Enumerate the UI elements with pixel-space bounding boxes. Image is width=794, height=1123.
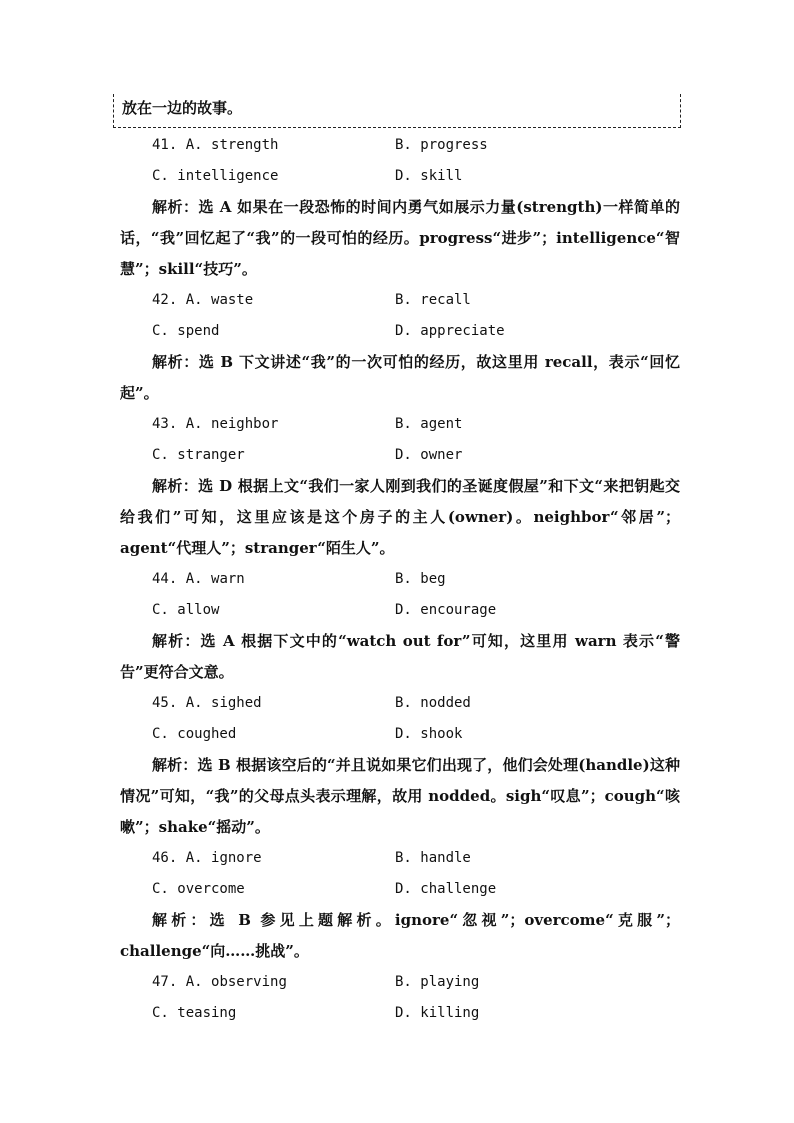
option-a: 46. A. ignore	[152, 850, 262, 866]
option-row	[120, 440, 680, 471]
answer-explanation: 解析：选 B 下文讲述“我”的一次可怕的经历，故这里用 recall，表示“回忆起”。	[120, 353, 680, 402]
option-row	[120, 130, 680, 161]
option-a: 41. A. strength	[152, 137, 279, 153]
option-d: D. skill	[395, 168, 463, 184]
answer-explanation: 解析：选 B 参见上题解析。ignore“忽视”；overcome“克服”；challenge“向……挑战”。	[120, 911, 680, 960]
option-b: B. handle	[395, 850, 471, 866]
option-c: C. spend	[152, 323, 220, 339]
option-row	[120, 688, 680, 719]
answer-explanation: 解析：选 A 根据下文中的“watch out for”可知，这里用 warn 表示“警告”更符合文意。	[120, 632, 680, 681]
option-b: B. recall	[395, 292, 471, 308]
option-c: C. intelligence	[152, 168, 279, 184]
option-row	[120, 843, 680, 874]
option-row	[120, 595, 680, 626]
option-row	[120, 161, 680, 192]
question-block	[120, 688, 680, 843]
option-row	[120, 409, 680, 440]
question-block	[120, 409, 680, 564]
option-a: 43. A. neighbor	[152, 416, 279, 432]
question-number: 43.	[152, 416, 178, 432]
question-block	[120, 967, 680, 1029]
passage-translation-text: 放在一边的故事。	[122, 99, 243, 117]
question-number: 47.	[152, 974, 178, 990]
option-a: 42. A. waste	[152, 292, 254, 308]
option-c: C. stranger	[152, 447, 245, 463]
option-b: B. beg	[395, 571, 446, 587]
option-c: C. allow	[152, 602, 220, 618]
question-number: 42.	[152, 292, 178, 308]
question-block	[120, 564, 680, 688]
option-c: C. teasing	[152, 1005, 237, 1021]
option-b: B. progress	[395, 137, 488, 153]
answer-explanation: 解析：选 D 根据上文“我们一家人刚到我们的圣诞度假屋”和下文“来把钥匙交给我们”可知，这里应该是这个房子的主人(owner)。neighbor“邻居”；agent“代理人”；stranger“陌生人”。	[120, 477, 680, 557]
option-c: C. coughed	[152, 726, 237, 742]
option-a: 45. A. sighed	[152, 695, 262, 711]
option-b: B. playing	[395, 974, 480, 990]
question-block	[120, 285, 680, 409]
option-b: B. nodded	[395, 695, 471, 711]
option-d: D. shook	[395, 726, 463, 742]
option-a: 44. A. warn	[152, 571, 245, 587]
passage-translation-box	[113, 94, 681, 128]
option-d: D. killing	[395, 1005, 480, 1021]
answer-explanation: 解析：选 B 根据该空后的“并且说如果它们出现了，他们会处理(handle)这种情况”可知，“我”的父母点头表示理解，故用 nodded。sigh“叹息”；cough“咳嗽”；shake“摇动”。	[120, 756, 680, 836]
option-row	[120, 998, 680, 1029]
question-block	[120, 130, 680, 285]
question-list	[120, 130, 680, 1029]
option-row	[120, 316, 680, 347]
option-row	[120, 285, 680, 316]
option-d: D. encourage	[395, 602, 497, 618]
question-number: 46.	[152, 850, 178, 866]
option-b: B. agent	[395, 416, 463, 432]
question-number: 41.	[152, 137, 178, 153]
option-d: D. owner	[395, 447, 463, 463]
option-d: D. challenge	[395, 881, 497, 897]
option-row	[120, 719, 680, 750]
question-number: 45.	[152, 695, 178, 711]
option-row	[120, 967, 680, 998]
option-c: C. overcome	[152, 881, 245, 897]
option-row	[120, 874, 680, 905]
question-block	[120, 843, 680, 967]
question-number: 44.	[152, 571, 178, 587]
option-a: 47. A. observing	[152, 974, 287, 990]
answer-explanation: 解析：选 A 如果在一段恐怖的时间内勇气如展示力量(strength)一样简单的话，“我”回忆起了“我”的一段可怕的经历。progress“进步”；intelligence“智慧”；skill“技巧”。	[120, 198, 680, 278]
option-row	[120, 564, 680, 595]
option-d: D. appreciate	[395, 323, 505, 339]
